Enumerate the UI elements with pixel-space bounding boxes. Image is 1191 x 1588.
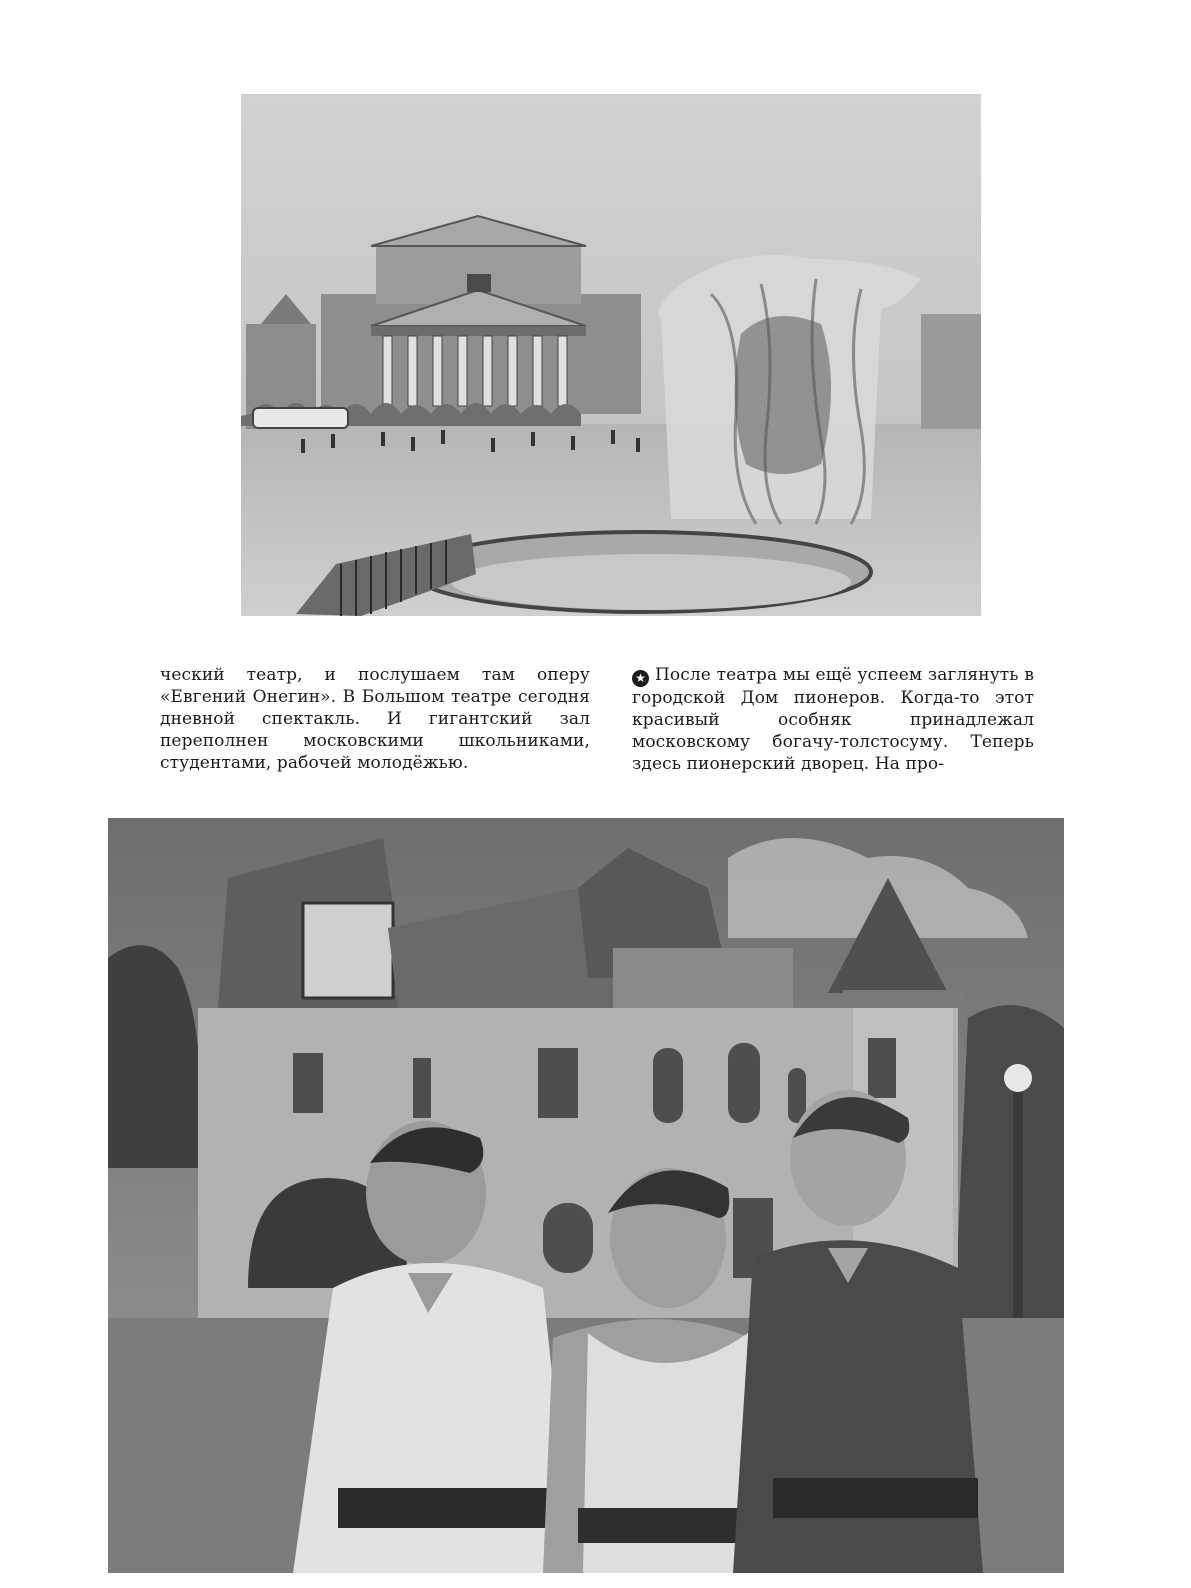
text-column-right [632,664,1034,775]
pioneer-house-illustration [108,818,1064,1573]
paragraph-theatre: ческий театр, и послушаем там оперу «Евгений Онегин». В Большом театре сегодня дневной спектакль. И гигантский зал переполнен московскими школьниками, студентами, рабочей молодёжью. [160,665,590,773]
paragraph-pioneer-house [632,664,1034,775]
bolshoi-theatre-illustration [241,94,981,616]
pioneer-house-boys-photo [108,818,1064,1573]
bolshoi-theatre-photo [241,94,981,616]
paragraph-pioneer-house-text: После театра мы ещё успеем заглянуть в городской Дом пионеров. Когда-то этот красивый особняк принадлежал московскому богачу-толстосуму. Теперь здесь пионерский дворец. На про- [632,665,1034,774]
star-in-circle-icon: ★ [632,670,649,687]
text-column-left [160,664,590,774]
